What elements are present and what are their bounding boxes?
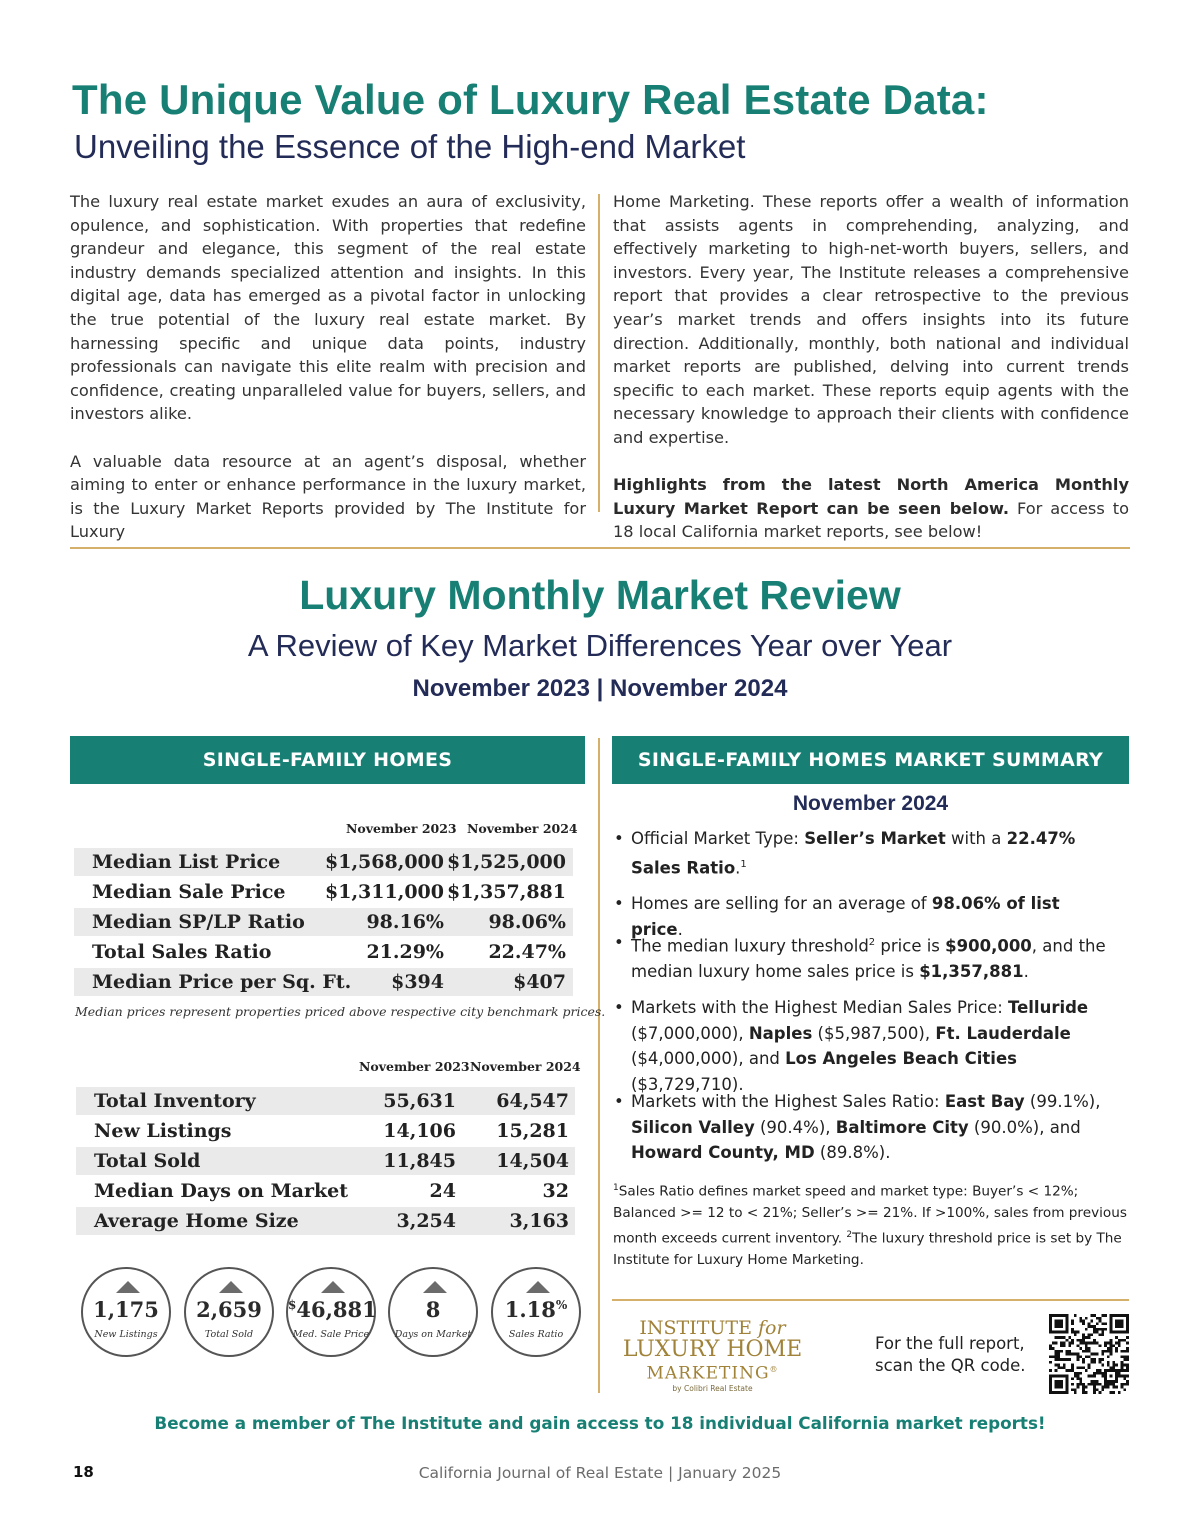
table1-footnote: Median prices represent properties priced above respective city benchmark prices. xyxy=(75,1004,606,1019)
row-label: Median List Price xyxy=(92,851,281,873)
value-nov-2023: 24 xyxy=(429,1180,456,1202)
summary-divider xyxy=(612,1299,1129,1301)
change-total-sold xyxy=(184,1267,274,1357)
value-nov-2024: 32 xyxy=(542,1180,569,1202)
change-value xyxy=(288,1297,377,1322)
table2-col-nov-2023: November 2023 xyxy=(359,1059,470,1074)
value-nov-2024: 14,504 xyxy=(496,1150,569,1172)
table-row xyxy=(74,968,573,996)
change-number: 1.18 xyxy=(504,1297,556,1322)
table2-col-nov-2024: November 2024 xyxy=(470,1059,581,1074)
value-nov-2024: 3,163 xyxy=(509,1210,569,1232)
intro-paragraph-3 xyxy=(613,473,1129,544)
change-value: 8 xyxy=(425,1297,441,1322)
table-row xyxy=(74,938,573,966)
value-nov-2023: 3,254 xyxy=(396,1210,456,1232)
bullet-dot: • xyxy=(614,998,624,1017)
summary-bullet-threshold xyxy=(614,930,1114,985)
table-row xyxy=(76,1207,575,1235)
summary-date: November 2024 xyxy=(792,792,949,815)
value-nov-2023: 14,106 xyxy=(383,1120,456,1142)
intro-paragraph-2-cont xyxy=(613,190,1129,450)
bullet-dot: • xyxy=(614,894,624,913)
bullet-dot: • xyxy=(614,829,624,848)
change-value: 2,659 xyxy=(196,1297,262,1322)
row-label: Total Sold xyxy=(94,1150,201,1172)
currency-prefix: $ xyxy=(288,1298,297,1312)
single-family-homes-band: SINGLE-FAMILY HOMES xyxy=(70,736,585,784)
triangle-up-icon xyxy=(423,1281,447,1293)
value-nov-2023: $1,568,000 xyxy=(325,851,444,873)
row-label: Median Sale Price xyxy=(92,881,286,903)
qr-caption: For the full report, scan the QR code. xyxy=(875,1334,1026,1375)
change-days-on-market xyxy=(388,1267,478,1357)
triangle-up-icon xyxy=(526,1281,550,1293)
table-row xyxy=(76,1177,575,1205)
change-new-listings xyxy=(81,1267,171,1357)
journal-footer: California Journal of Real Estate | January 2025 xyxy=(418,1464,782,1482)
row-label: Median Price per Sq. Ft. xyxy=(92,971,352,993)
table1-col-nov-2024: November 2024 xyxy=(467,821,578,836)
triangle-up-icon xyxy=(116,1281,140,1293)
table1-col-nov-2023: November 2023 xyxy=(346,821,457,836)
highlights-lead: Highlights from the latest North America Monthly Luxury Market Report can be seen below. xyxy=(613,475,1129,518)
value-nov-2024: $407 xyxy=(513,971,566,993)
intro-column-right xyxy=(613,190,1129,568)
value-nov-2024: $1,525,000 xyxy=(447,851,566,873)
bullet-dot: • xyxy=(614,933,624,952)
change-value: 1,175 xyxy=(93,1297,159,1322)
change-label: Total Sold xyxy=(204,1329,254,1340)
value-nov-2024: 15,281 xyxy=(496,1120,569,1142)
value-nov-2023: 55,631 xyxy=(383,1090,456,1112)
review-title: Luxury Monthly Market Review xyxy=(299,572,901,618)
intro-paragraph-1: The luxury real estate market exudes an aura of exclusivity, opulence, and sophistication. With properties that redefine grandeur and elegance, this segment of the real estate industry demands specialized attention and insights. In this digital age, data has emerged as a pivotal factor in unlocking the true potential of the luxury real estate market. By harnessing specific and unique data points, industry professionals can navigate this elite realm with precision and confidence, creating unparalleled value for buyers, sellers, and investors alike. xyxy=(70,192,586,424)
bullet-text: Markets with the Highest Median Sales Price: Telluride ($7,000,000), Naples ($5,987,500), Ft. Lauderdale ($4,000,000), and Los Angeles Beach Cities ($3,729,710). xyxy=(631,998,1089,1094)
triangle-up-icon xyxy=(219,1281,243,1293)
change-med-sale-price xyxy=(286,1267,376,1357)
review-period: November 2023 | November 2024 xyxy=(412,675,788,702)
page-subtitle: Unveiling the Essence of the High-end Market xyxy=(74,128,746,165)
triangle-up-icon xyxy=(321,1281,345,1293)
value-nov-2023: $1,311,000 xyxy=(325,881,444,903)
bullet-text: Official Market Type: Seller’s Market with a 22.47% Sales Ratio.$^1$ xyxy=(631,829,1076,877)
change-label: Sales Ratio xyxy=(508,1329,564,1340)
membership-cta: Become a member of The Institute and gain access to 18 individual California market reports! xyxy=(154,1413,1046,1433)
summary-bullet-highest-price xyxy=(614,995,1114,1097)
table-row xyxy=(74,878,573,906)
highlights-rest: For access to 18 local California market reports, see below! xyxy=(613,498,1129,542)
value-nov-2023: 11,845 xyxy=(383,1150,456,1172)
change-label: Med. Sale Price xyxy=(292,1329,370,1340)
table-row xyxy=(74,848,573,876)
value-nov-2024: $1,357,881 xyxy=(447,881,566,903)
page-number: 18 xyxy=(73,1463,94,1481)
row-label: Total Sales Ratio xyxy=(92,941,272,963)
section-divider xyxy=(70,547,1130,549)
table-row xyxy=(76,1147,575,1175)
change-number: 46,881 xyxy=(296,1297,377,1322)
institute-logo: INSTITUTE for LUXURY HOME MARKETING® by Colibri Real Estate xyxy=(622,1317,803,1393)
value-nov-2024: 98.06% xyxy=(488,911,566,933)
summary-bullet-highest-ratio xyxy=(614,1089,1114,1166)
intro-paragraph-2-part xyxy=(70,450,586,544)
bullet-text: The median luxury threshold$^2$ price is $900,000, and the median luxury home sales price is $1,357,881. xyxy=(631,936,1106,981)
change-value xyxy=(493,1297,579,1322)
qr-code-icon[interactable] xyxy=(1049,1314,1129,1394)
table-row xyxy=(76,1117,575,1145)
summary-bullet-market-type xyxy=(614,826,1114,881)
row-label: New Listings xyxy=(94,1120,232,1142)
value-nov-2023: $394 xyxy=(391,971,444,993)
bullet-text: Markets with the Highest Sales Ratio: East Bay (99.1%), Silicon Valley (90.4%), Baltimore City (90.0%), and Howard County, MD (89.8%). xyxy=(631,1092,1101,1162)
value-nov-2024: 22.47% xyxy=(488,941,566,963)
percent-suffix: % xyxy=(555,1298,568,1312)
value-nov-2024: 64,547 xyxy=(496,1090,569,1112)
row-label: Median SP/LP Ratio xyxy=(92,911,305,933)
review-subtitle: A Review of Key Market Differences Year over Year xyxy=(247,628,953,663)
intro-column-left xyxy=(70,190,586,544)
bullet-dot: • xyxy=(614,1092,624,1111)
column-divider-lower xyxy=(598,738,600,1393)
value-nov-2023: 98.16% xyxy=(366,911,444,933)
summary-footnote: $^1$Sales Ratio defines market speed and market type: Buyer’s < 12%; Balanced >= 12 to < 21%; Seller’s >= 21%. If >100%, sales from previous month exceeds current inventory. $^2$The luxury threshold price is set by The Institute for Luxury Home Marketing. xyxy=(613,1183,1127,1268)
intro-paragraph-2-start: A valuable data resource at an agent’s disposal, whether aiming to enter or enhance performance in the luxury market, is the Luxury Market Reports provided by The Institute for Luxury xyxy=(70,451,586,542)
row-label: Average Home Size xyxy=(94,1210,299,1232)
change-label: Days on Market xyxy=(394,1329,472,1340)
bullet-text: Homes are selling for an average of 98.06% of list price. xyxy=(631,894,1060,939)
page-title: The Unique Value of Luxury Real Estate Data: xyxy=(72,76,989,123)
change-sales-ratio xyxy=(491,1267,581,1357)
table-row xyxy=(76,1087,575,1115)
table-row xyxy=(74,908,573,936)
row-label: Median Days on Market xyxy=(94,1180,348,1202)
column-divider xyxy=(598,194,600,512)
row-label: Total Inventory xyxy=(94,1090,256,1112)
value-nov-2023: 21.29% xyxy=(366,941,444,963)
market-summary-band: SINGLE-FAMILY HOMES MARKET SUMMARY xyxy=(612,736,1129,784)
intro-paragraph-2-end: Home Marketing. These reports offer a wealth of information that assists agents in comprehending, analyzing, and effectively marketing to high-net-worth buyers, sellers, and investors. Every year, The Institute releases a comprehensive report that provides a clear retrospective to the previous year’s market trends and offers insights into its future direction. Additionally, monthly, both national and individual market reports are published, delving into current trends specific to each market. These reports equip agents with the necessary knowledge to approach their clients with confidence and expertise. xyxy=(613,192,1129,447)
change-label: New Listings xyxy=(94,1329,158,1340)
